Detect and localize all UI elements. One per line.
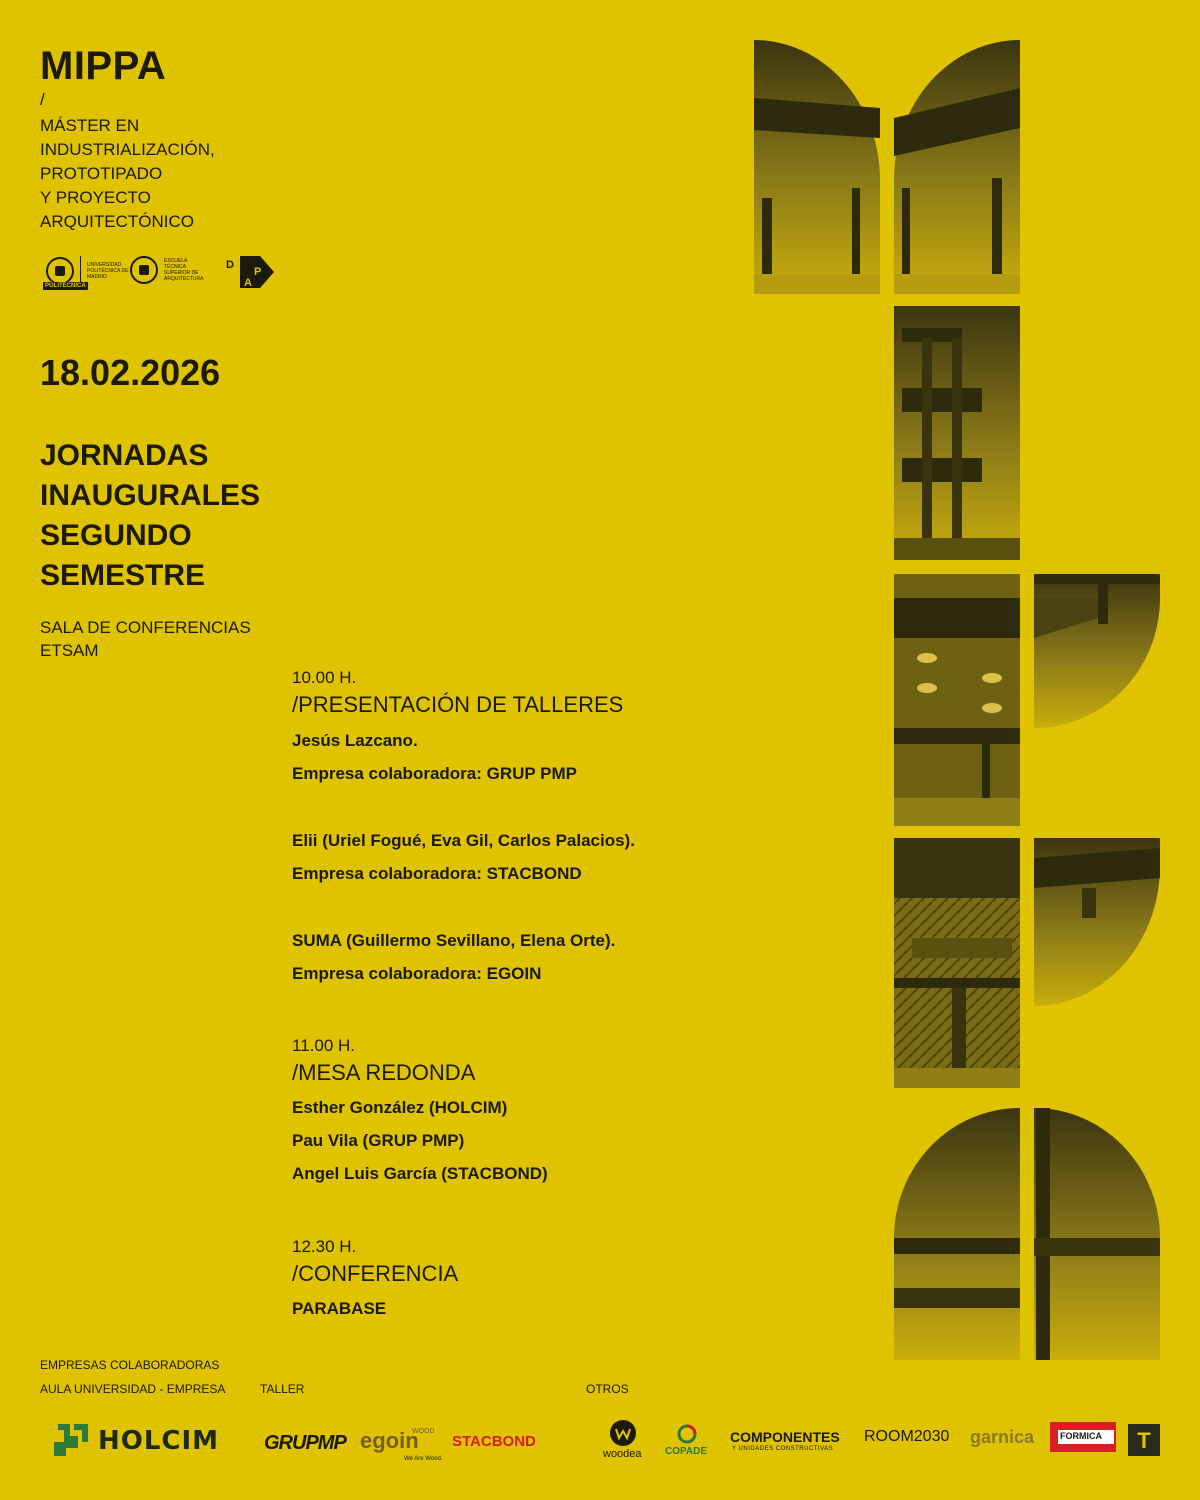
agenda-line: Pau Vila (GRUP PMP): [292, 1131, 465, 1150]
garnica-logo: garnica: [970, 1427, 1035, 1447]
etsam-logo: [130, 256, 208, 284]
agenda-line: PARABASE: [292, 1299, 387, 1318]
event-title: [40, 436, 260, 596]
program-subtitle: [40, 114, 300, 234]
etsam-seal-icon: [130, 256, 158, 284]
copade-logo: COPADE: [665, 1446, 708, 1457]
sponsors-heading: EMPRESAS COLABORADORAS: [40, 1358, 220, 1372]
egoin-sub: WOOD: [412, 1428, 435, 1435]
agenda-line: Jesús Lazcano.: [292, 731, 418, 750]
photo-tile-2: [894, 40, 1020, 294]
agenda-line: Elii (Uriel Fogué, Eva Gil, Carlos Palacios).: [292, 831, 635, 850]
subtitle-line: ARQUITECTÓNICO: [40, 212, 194, 231]
stacbond-logo: STACBOND: [452, 1433, 536, 1450]
grup-pmp-logo: GRUPMP: [264, 1432, 346, 1454]
formica-logo: FORMICA: [1060, 1431, 1102, 1441]
event-title-line: JORNADAS: [40, 439, 209, 472]
egoin-tagline: We Are Wood.: [404, 1456, 443, 1462]
agenda-time: 12.30 H.: [292, 1237, 357, 1256]
event-title-line: SEMESTRE: [40, 559, 206, 592]
photo-tile-7: [1034, 838, 1160, 1006]
photo-tile-1: [754, 40, 880, 294]
upm-badge: POLITÉCNICA: [45, 283, 86, 289]
agenda-line: Esther González (HOLCIM): [292, 1098, 508, 1117]
program-title: MIPPA: [40, 44, 167, 88]
otros-label: OTROS: [586, 1382, 629, 1396]
holcim-logo: HOLCIM: [98, 1426, 220, 1456]
architecture-photo-collage: [752, 38, 1164, 1362]
agenda-line: Angel Luis García (STACBOND): [292, 1164, 548, 1183]
dpa-letter-d: D: [226, 259, 234, 271]
agenda-section-title: /MESA REDONDA: [292, 1060, 476, 1085]
photo-tile-4: [894, 574, 1020, 826]
agenda-line: Empresa colaboradora: GRUP PMP: [292, 764, 577, 783]
agenda-section-title: /PRESENTACIÓN DE TALLERES: [292, 692, 624, 717]
venue-line: ETSAM: [40, 641, 99, 660]
agenda-time: 11.00 H.: [292, 1036, 356, 1055]
dpa-letter-p: P: [254, 266, 262, 278]
etsam-text: ESCUELA TÉCNICA SUPERIOR DE ARQUITECTURA: [164, 258, 204, 282]
componentes-logo: COMPONENTES: [730, 1429, 840, 1445]
egoin-logo: egoin: [360, 1428, 419, 1453]
woodea-logo-icon: [610, 1420, 636, 1446]
agenda-line: Empresa colaboradora: STACBOND: [292, 864, 582, 883]
copade-logo-icon: [677, 1424, 697, 1444]
dpa-logo-icon: [218, 256, 288, 288]
event-venue: [40, 616, 251, 662]
t-logo-icon: [1128, 1424, 1160, 1456]
dpa-letter-a: A: [244, 277, 252, 288]
subtitle-line: PROTOTIPADO: [40, 164, 163, 183]
agenda-line: SUMA (Guillermo Sevillano, Elena Orte).: [292, 931, 616, 950]
title-separator: /: [40, 90, 45, 109]
componentes-sub: Y UNIDADES CONSTRUCTIVAS: [732, 1446, 834, 1452]
photo-tile-9: [1034, 1108, 1160, 1360]
aula-label: AULA UNIVERSIDAD - EMPRESA: [40, 1382, 226, 1396]
photo-tile-8: [894, 1108, 1020, 1360]
woodea-logo: woodea: [603, 1448, 642, 1460]
t-logo-letter: T: [1137, 1428, 1151, 1453]
upm-text: UNIVERSIDAD POLITÉCNICA DE MADRID: [87, 262, 129, 280]
photo-tile-3: [894, 306, 1020, 560]
room2030-logo: ROOM2030: [864, 1428, 950, 1445]
subtitle-line: Y PROYECTO: [40, 188, 151, 207]
subtitle-line: MÁSTER EN: [40, 116, 140, 135]
photo-tile-6: [894, 838, 1020, 1088]
event-title-line: SEGUNDO: [40, 519, 192, 552]
upm-logo: [45, 256, 131, 289]
agenda-line: Empresa colaboradora: EGOIN: [292, 964, 542, 983]
agenda-section-title: /CONFERENCIA: [292, 1261, 459, 1286]
event-date: 18.02.2026: [40, 352, 221, 393]
subtitle-line: INDUSTRIALIZACIÓN,: [40, 140, 215, 159]
upm-seal-icon: [46, 257, 74, 285]
event-title-line: INAUGURALES: [40, 479, 261, 512]
taller-label: TALLER: [260, 1382, 305, 1396]
institution-logos: [40, 256, 280, 290]
venue-line: SALA DE CONFERENCIAS: [40, 618, 251, 637]
photo-tile-5: [1034, 574, 1160, 728]
agenda-time: 10.00 H.: [292, 668, 357, 687]
holcim-logo-icon: [54, 1420, 90, 1460]
